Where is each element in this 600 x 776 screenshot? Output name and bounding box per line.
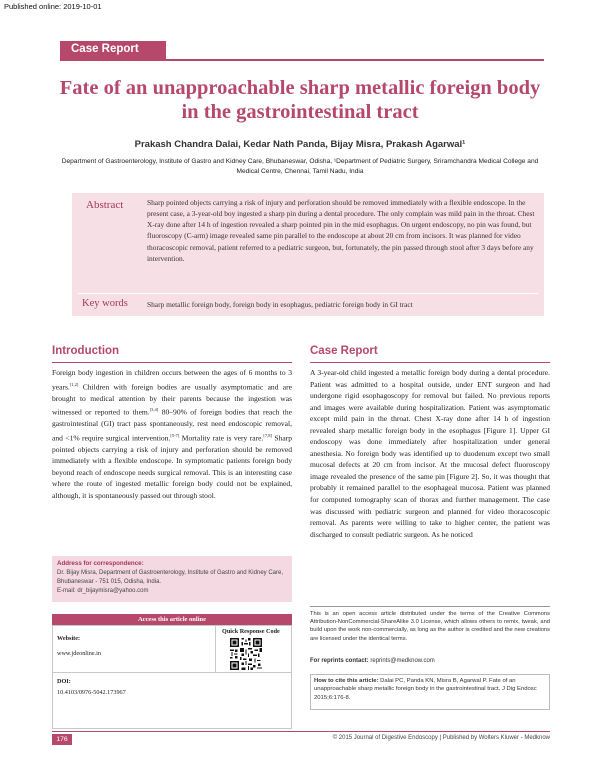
license-rule xyxy=(310,606,550,607)
abstract-text: Sharp pointed objects carrying a risk of injury and perforation should be removed immediately with a flexible endoscope. In the present case, a 3-year-old boy ingested a sharp pin during a dental procedure. The only complain was mild pain in the throat. Chest X-ray done after 14 h of ingestion revealed a sharp pointed pin in the mid esophagus. On urgent endoscopy, no pin was found, but fluoroscopy (C-arm) image revealed same pin parallel to the endoscope at about 20 cm from incisors. It was planned for video thoracoscopic removal, patient referred to a pediatric surgeon, but, fortunately, the pin passed through stool after 3 days before any intervention. xyxy=(147,198,535,263)
abstract-label: Abstract xyxy=(86,199,124,211)
access-online-header: Access this article online xyxy=(52,614,292,625)
keywords-label: Key words xyxy=(82,298,128,309)
qr-label: Quick Response Code xyxy=(222,628,280,635)
website-label: Website: xyxy=(57,635,81,642)
introduction-rule xyxy=(52,362,292,363)
case-report-text: A 3-year-old child ingested a metallic foreign body during a dental procedure. Patient was admitted to a hospital outside, under ENT surgeon and had undergone rigid esophagoscopy for removal but failed. No previous reports and images were available during hospitalization. Patient was asymptomatic except mild pain in the throat. Chest X-ray done after 14 h of ingestion revealed sharp metallic foreign body in the esophagus [Figure 1]. Upper GI endoscopy was done immediately after hospitalization under general anesthesia. No foreign body was identified up to duodenum except two small mucosal defects at 20 cm from incisor. At the mucosal defect fluoroscopy image revealed the presence of the same pin [Figure 2]. So, it was thought that probably it remained parallel to the esophageal mucosa. Patient was planned for computed tomography scan of thorax and further management. The case was discussed with pediatric surgeon and planned for video thoracoscopic removal. As parents were willing to take to higher center, the patient was discharged to consult pediatric surgeon. As he noticed xyxy=(310,368,550,539)
case-report-heading: Case Report xyxy=(310,345,378,357)
footer-journal: © 2015 Journal of Digestive Endoscopy | Published by Wolters Kluwer - Medknow xyxy=(332,735,550,741)
citation-ref[interactable]: [3,4] xyxy=(149,407,159,413)
case-report-rule xyxy=(310,362,550,363)
qr-code-icon[interactable] xyxy=(228,638,264,670)
introduction-text: Foreign body ingestion in children occurs between the ages of 6 months to 3 years.[1,2] Children with foreign bodies are usually asymptomatic and are brought to medical attention by their parents because the ingestion was witnessed or reported to them.[3,4] 80–90% of foreign bodies that reach the gastrointestinal (GI) tract pass spontaneously, rest need endoscopic removal, and <1% require surgical intervention.[5-7] Mortality rate is very rare.[7,8] Sharp pointed objects carrying a risk of injury and perforation should be removed immediately with a flexible endoscope. In symptomatic patients foreign body beyond reach of endoscope needs surgical removal. This is an interesting case where the route of ingested metallic foreign body could not be explained, although, it is spontaneously passed out through stool. xyxy=(52,368,292,501)
author-list: Prakash Chandra Dalai, Kedar Nath Panda, Bijay Misra, Prakash Agarwal¹ xyxy=(134,139,466,150)
citation-ref[interactable]: [5-7] xyxy=(170,432,180,438)
website-link[interactable]: www.jdeonline.in xyxy=(57,650,101,657)
access-divider xyxy=(215,625,216,672)
doi-link[interactable]: 10.4103/0976-5042.173967 xyxy=(57,689,126,696)
introduction-heading: Introduction xyxy=(52,345,120,357)
abstract-divider xyxy=(78,293,538,294)
affiliations: Department of Gastroenterology, Institute of Gastro and Kidney Care, Bhubaneswar, Odisha, ¹Department of Pediatric Surgery, Sriramchandra Medical College and Medical Centre, Chennai, Tamil Nadu, India xyxy=(61,158,539,175)
published-date: Published online: 2019-10-01 xyxy=(4,2,102,11)
doi-label: DOI: xyxy=(57,678,71,685)
access-divider xyxy=(52,672,292,673)
reprints-line: For reprints contact: reprints@medknow.com xyxy=(310,658,435,664)
correspondence-email[interactable]: E-mail: dr_bijaymisra@yahoo.com xyxy=(57,588,149,594)
citation-ref[interactable]: [1,2] xyxy=(69,381,79,387)
article-title: Fate of an unapproachable sharp metallic foreign body in the gastrointestinal tract xyxy=(59,77,541,123)
page-number: 176 xyxy=(52,734,72,745)
footer-rule xyxy=(52,731,550,732)
citation-text: How to cite this article: Dalai PC, Panda KN, Misra B, Agarwal P. Fate of an unapproachable sharp metallic foreign body in the gastrointestinal tract. J Dig Endosc 2015;6:176-8. xyxy=(314,678,537,701)
keywords-text: Sharp metallic foreign body, foreign body in esophagus, pediatric foreign body in GI tract xyxy=(147,300,413,309)
license-text: This is an open access article distributed under the terms of the Creative Commons Attribution-NonCommercial-ShareAlike 3.0 License, which allows others to remix, tweak, and build upon the work non-commercially, as long as the author is credited and the new creations are licensed under the identical terms. xyxy=(310,611,550,642)
reprints-email[interactable]: reprints@medknow.com xyxy=(370,658,435,664)
correspondence-label: Address for correspondence: xyxy=(57,560,144,567)
citation-ref[interactable]: [7,8] xyxy=(263,432,272,438)
section-tab: Case Report xyxy=(60,41,166,60)
correspondence-text: Dr. Bijay Misra, Department of Gastroenterology, Institute of Gastro and Kidney Care, Bhubaneswar - 751 015, Odisha, India. E-mail: dr_bijaymisra@yahoo.com xyxy=(57,569,287,596)
section-rule xyxy=(60,59,544,61)
